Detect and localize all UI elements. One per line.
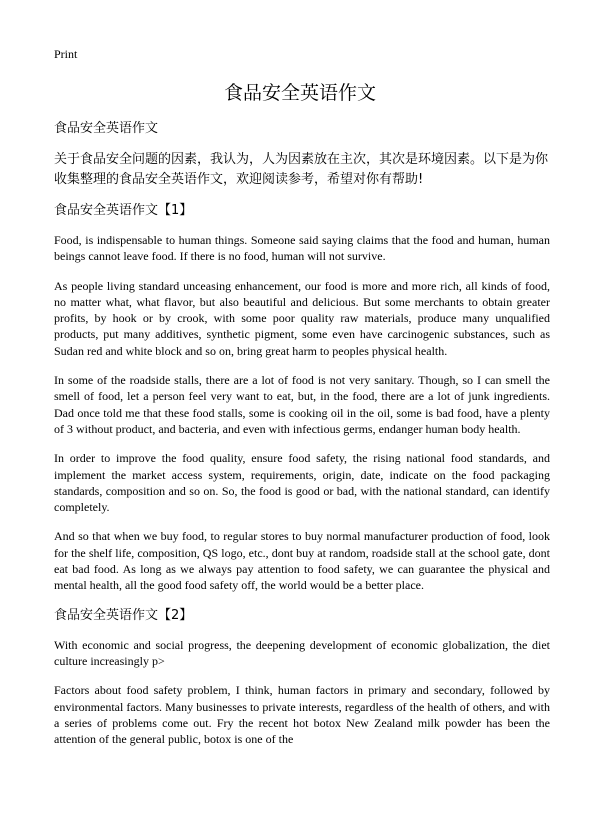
- paragraph: With economic and social progress, the deepening development of economic globalization, the diet culture increasingly p>: [54, 637, 550, 668]
- article-intro: 关于食品安全问题的因素，我认为，人为因素放在主次，其次是环境因素。以下是为你收集整理的食品安全英语作文，欢迎阅读参考，希望对你有帮助!: [54, 152, 549, 187]
- section-2-heading: 食品安全英语作文【2】: [54, 607, 193, 623]
- paragraph: Food, is indispensable to human things. Someone said saying claims that the food and human, human beings cannot leave food. If there is no food, human will not survive.: [54, 233, 550, 264]
- paragraph: In some of the roadside stalls, there are a lot of food is not very sanitary. Though, so I can smell the smell of food, let a person feel very want to eat, but, in the food, there are a lot of junk ingredients. Dad once told me that these food stalls, some is cooking oil in the oil, some is bad food, have a plenty of 3 without product, and bacteria, and even with infectious germs, endanger human body health.: [54, 373, 550, 436]
- paragraph: In order to improve the food quality, ensure food safety, the rising national food standards, and implement the market access system, requirements, origin, date, indicate on the food packaging standards, composition and so on. So, the food is good or bad, with the national standard, can identify completely.: [54, 451, 550, 515]
- article-body: [54, 120, 550, 760]
- article-subtitle: 食品安全英语作文: [54, 121, 159, 136]
- paragraph: As people living standard unceasing enhancement, our food is more and more rich, all kinds of food, no matter what, what flavor, but also beautiful and delicious. But some merchants to obtain greater profits, by hook or by crook, with some poor quality raw materials, produce many unqualified products, put many additives, synthetic pigment, some even have carcinogenic substances, such as Sudan red and white block and so on, bring great harm to peoples physical health.: [54, 278, 550, 358]
- paragraph: Factors about food safety problem, I think, human factors in primary and secondary, followed by environmental factors. Many businesses to private interests, regardless of the health of others, and with a series of problems come out. Fry the recent hot botox New Zealand milk powder has been the attention of the general public, botox is one of the: [54, 683, 550, 747]
- paragraph: And so that when we buy food, to regular stores to buy normal manufacturer production of food, look for the shelf life, composition, QS logo, etc., dont buy at random, roadside stall at the school gate, dont eat bad food. As long as we always pay attention to food safety, we can guarantee the physical and mental health, all the good food safety off, the world would be a better place.: [54, 529, 550, 593]
- section-1-heading: 食品安全英语作文【1】: [54, 203, 193, 218]
- print-link[interactable]: Print: [54, 47, 78, 61]
- page-title: 食品安全英语作文: [223, 82, 376, 104]
